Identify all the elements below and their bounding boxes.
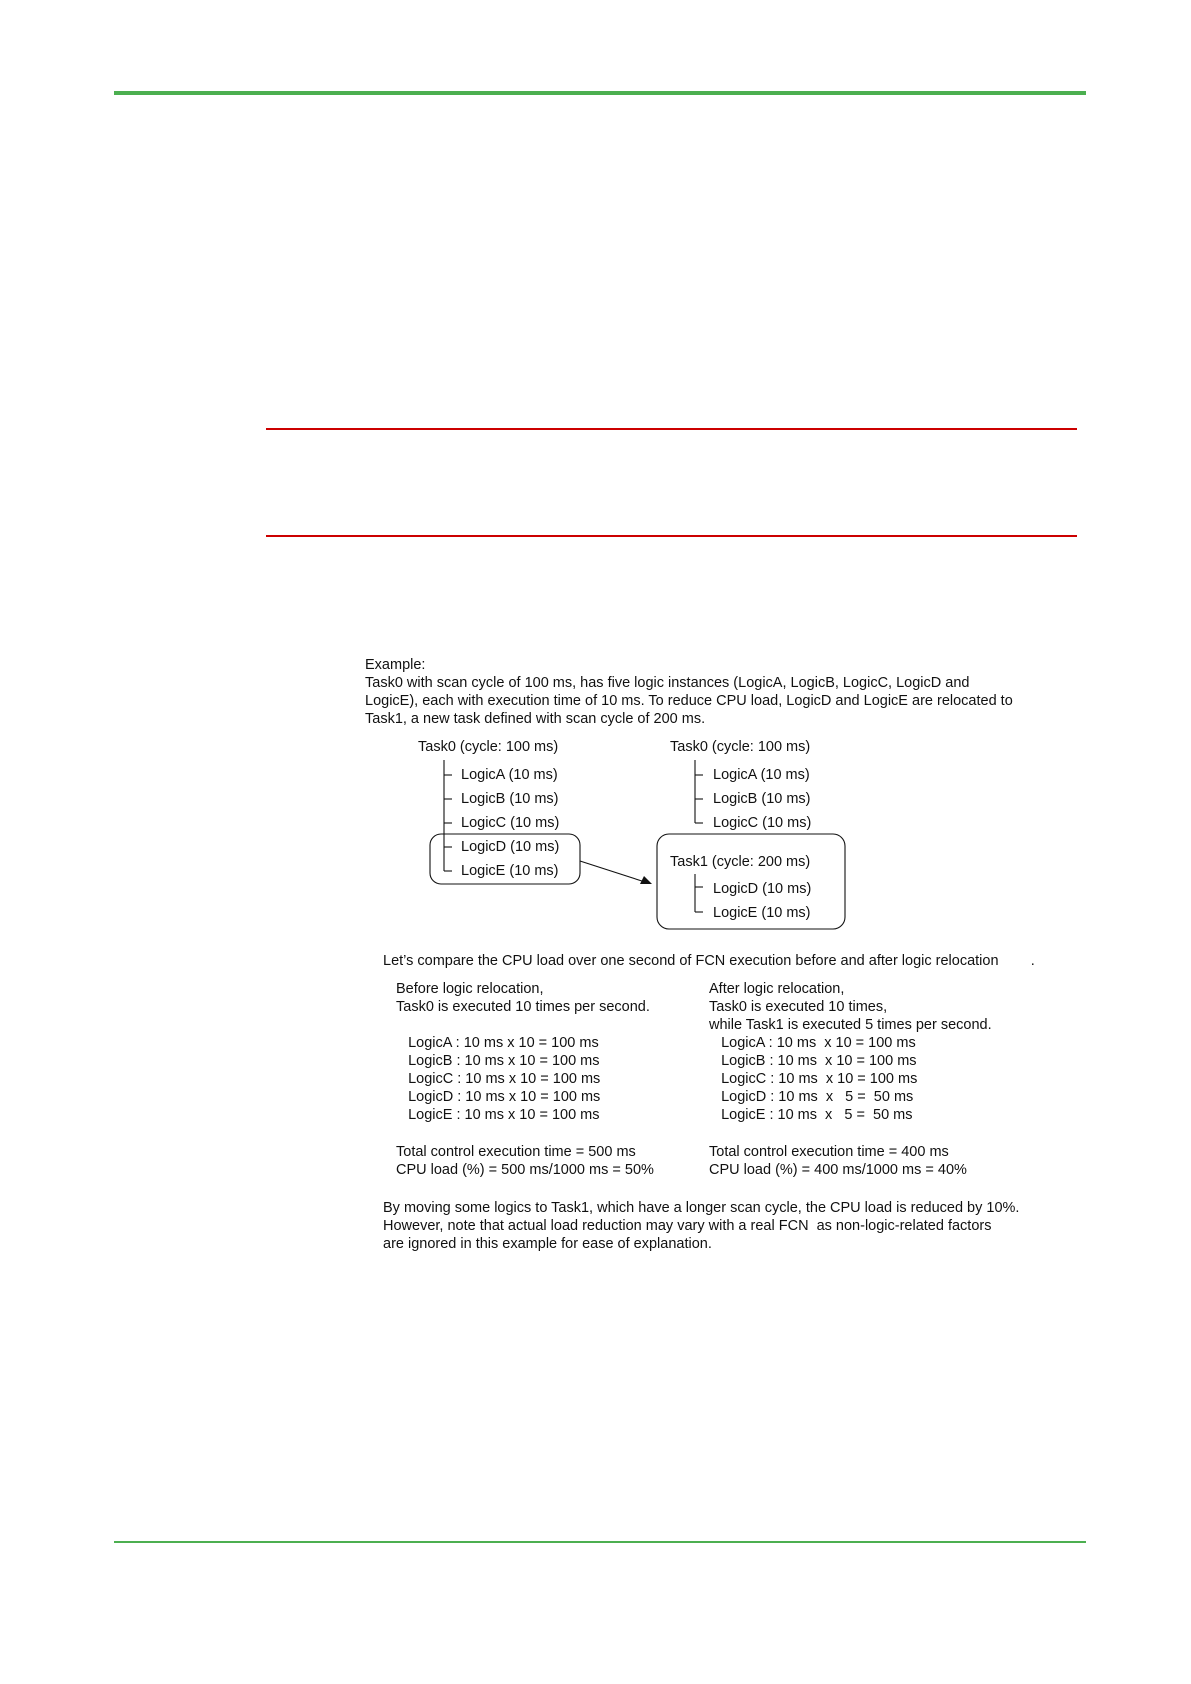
intro-line: Task1, a new task defined with scan cycle of 200 ms. — [365, 711, 706, 727]
task1-logic-item: LogicE (10 ms) — [713, 905, 811, 921]
conclusion-line: However, note that actual load reduction may vary with a real FCN as non-logic-related factors — [383, 1218, 992, 1234]
task1-logic-item: LogicD (10 ms) — [713, 881, 812, 897]
after-line: LogicB : 10 ms x 10 = 100 ms — [709, 1053, 917, 1069]
right-logic-item: LogicC (10 ms) — [713, 815, 812, 831]
intro-line: Task0 with scan cycle of 100 ms, has five logic instances (LogicA, LogicB, LogicC, LogicD and — [365, 675, 970, 691]
before-cpu-load: CPU load (%) = 500 ms/1000 ms = 50% — [396, 1162, 654, 1178]
before-line: LogicB : 10 ms x 10 = 100 ms — [396, 1053, 600, 1069]
after-line: After logic relocation, — [709, 981, 845, 997]
conclusion-line: are ignored in this example for ease of explanation. — [383, 1236, 712, 1252]
before-line: Before logic relocation, — [396, 981, 544, 997]
right-logic-item: LogicA (10 ms) — [713, 767, 810, 783]
intro-line: LogicE), each with execution time of 10 ms. To reduce CPU load, LogicD and LogicE are relocated to — [365, 693, 1013, 709]
task1-label: Task1 (cycle: 200 ms) — [670, 854, 811, 870]
after-total: Total control execution time = 400 ms — [709, 1144, 949, 1160]
before-line: LogicA : 10 ms x 10 = 100 ms — [396, 1035, 599, 1051]
after-line: while Task1 is executed 5 times per second. — [709, 1017, 992, 1033]
left-task0-label: Task0 (cycle: 100 ms) — [418, 739, 559, 755]
compare-lead: Let’s compare the CPU load over one second of FCN execution before and after logic relocation . — [383, 953, 1035, 969]
after-line: Task0 is executed 10 times, — [709, 999, 888, 1015]
before-total: Total control execution time = 500 ms — [396, 1144, 636, 1160]
left-logic-item: LogicA (10 ms) — [461, 767, 558, 783]
right-task0-label: Task0 (cycle: 100 ms) — [670, 739, 811, 755]
after-line: LogicA : 10 ms x 10 = 100 ms — [709, 1035, 916, 1051]
left-logic-item: LogicD (10 ms) — [461, 839, 560, 855]
arrow-head — [640, 876, 652, 884]
left-logic-item: LogicC (10 ms) — [461, 815, 560, 831]
left-logic-item: LogicB (10 ms) — [461, 791, 559, 807]
before-line: Task0 is executed 10 times per second. — [396, 999, 650, 1015]
before-line: LogicE : 10 ms x 10 = 100 ms — [396, 1107, 600, 1123]
relocation-arrow — [580, 861, 645, 882]
conclusion-line: By moving some logics to Task1, which have a longer scan cycle, the CPU load is reduced by 10%. — [383, 1200, 1020, 1216]
after-line: LogicC : 10 ms x 10 = 100 ms — [709, 1071, 918, 1087]
after-cpu-load: CPU load (%) = 400 ms/1000 ms = 40% — [709, 1162, 967, 1178]
before-line: LogicC : 10 ms x 10 = 100 ms — [396, 1071, 601, 1087]
after-line: LogicD : 10 ms x 5 = 50 ms — [709, 1089, 914, 1105]
after-line: LogicE : 10 ms x 5 = 50 ms — [709, 1107, 913, 1123]
example-heading: Example: — [365, 657, 426, 673]
right-logic-item: LogicB (10 ms) — [713, 791, 811, 807]
before-line: LogicD : 10 ms x 10 = 100 ms — [396, 1089, 601, 1105]
left-logic-item: LogicE (10 ms) — [461, 863, 559, 879]
